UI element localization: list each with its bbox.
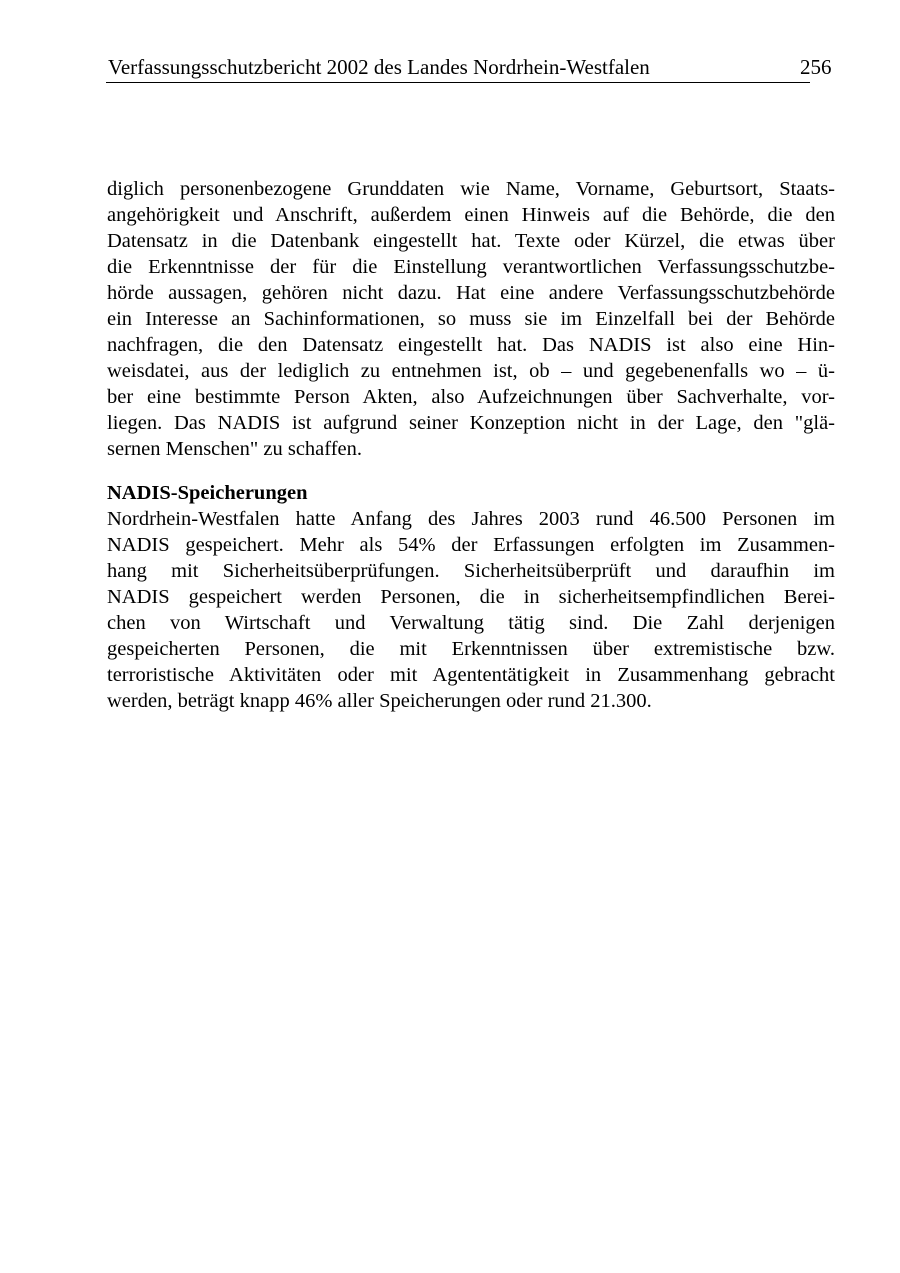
text-line: terroristische Aktivitäten oder mit Agententätigkeit in Zusammenhang gebracht — [107, 664, 835, 686]
intro-paragraph — [107, 176, 835, 462]
text-line: nachfragen, die den Datensatz eingestellt hat. Das NADIS ist also eine Hin- — [107, 334, 835, 356]
text-line: ber eine bestimmte Person Akten, also Aufzeichnungen über Sachverhalte, vor- — [107, 386, 835, 408]
section-heading: NADIS-Speicherungen — [107, 482, 308, 504]
header-title: Verfassungsschutzbericht 2002 des Landes Nordrhein-Westfalen — [108, 55, 650, 79]
text-line: die Erkenntnisse der für die Einstellung verantwortlichen Verfassungsschutzbe- — [107, 256, 835, 278]
text-line: angehörigkeit und Anschrift, außerdem einen Hinweis auf die Behörde, die den — [107, 204, 835, 226]
text-line: liegen. Das NADIS ist aufgrund seiner Konzeption nicht in der Lage, den "glä- — [107, 412, 835, 434]
text-line: chen von Wirtschaft und Verwaltung tätig sind. Die Zahl derjenigen — [107, 612, 835, 634]
page-header — [106, 54, 810, 83]
text-line: NADIS gespeichert. Mehr als 54% der Erfassungen erfolgten im Zusammen- — [107, 534, 835, 556]
text-line: weisdatei, aus der lediglich zu entnehmen ist, ob – und gegebenenfalls wo – ü- — [107, 360, 835, 382]
text-line: ein Interesse an Sachinformationen, so muss sie im Einzelfall bei der Behörde — [107, 308, 835, 330]
text-line: hang mit Sicherheitsüberprüfungen. Sicherheitsüberprüft und daraufhin im — [107, 560, 835, 582]
text-line: hörde aussagen, gehören nicht dazu. Hat eine andere Verfassungsschutzbehörde — [107, 282, 835, 304]
page-number: 256 — [800, 55, 832, 79]
text-line: diglich personenbezogene Grunddaten wie Name, Vorname, Geburtsort, Staats- — [107, 178, 835, 200]
text-line: werden, beträgt knapp 46% aller Speicherungen oder rund 21.300. — [107, 690, 652, 712]
text-line: NADIS gespeichert werden Personen, die in sicherheitsempfindlichen Berei- — [107, 586, 835, 608]
section-paragraph — [107, 506, 835, 714]
text-line: sernen Menschen" zu schaffen. — [107, 438, 363, 460]
text-line: gespeicherten Personen, die mit Erkenntnissen über extremistische bzw. — [107, 638, 835, 660]
text-line: Nordrhein-Westfalen hatte Anfang des Jahres 2003 rund 46.500 Personen im — [107, 508, 835, 530]
text-line: Datensatz in die Datenbank eingestellt hat. Texte oder Kürzel, die etwas über — [107, 230, 835, 252]
body-text — [107, 176, 835, 714]
